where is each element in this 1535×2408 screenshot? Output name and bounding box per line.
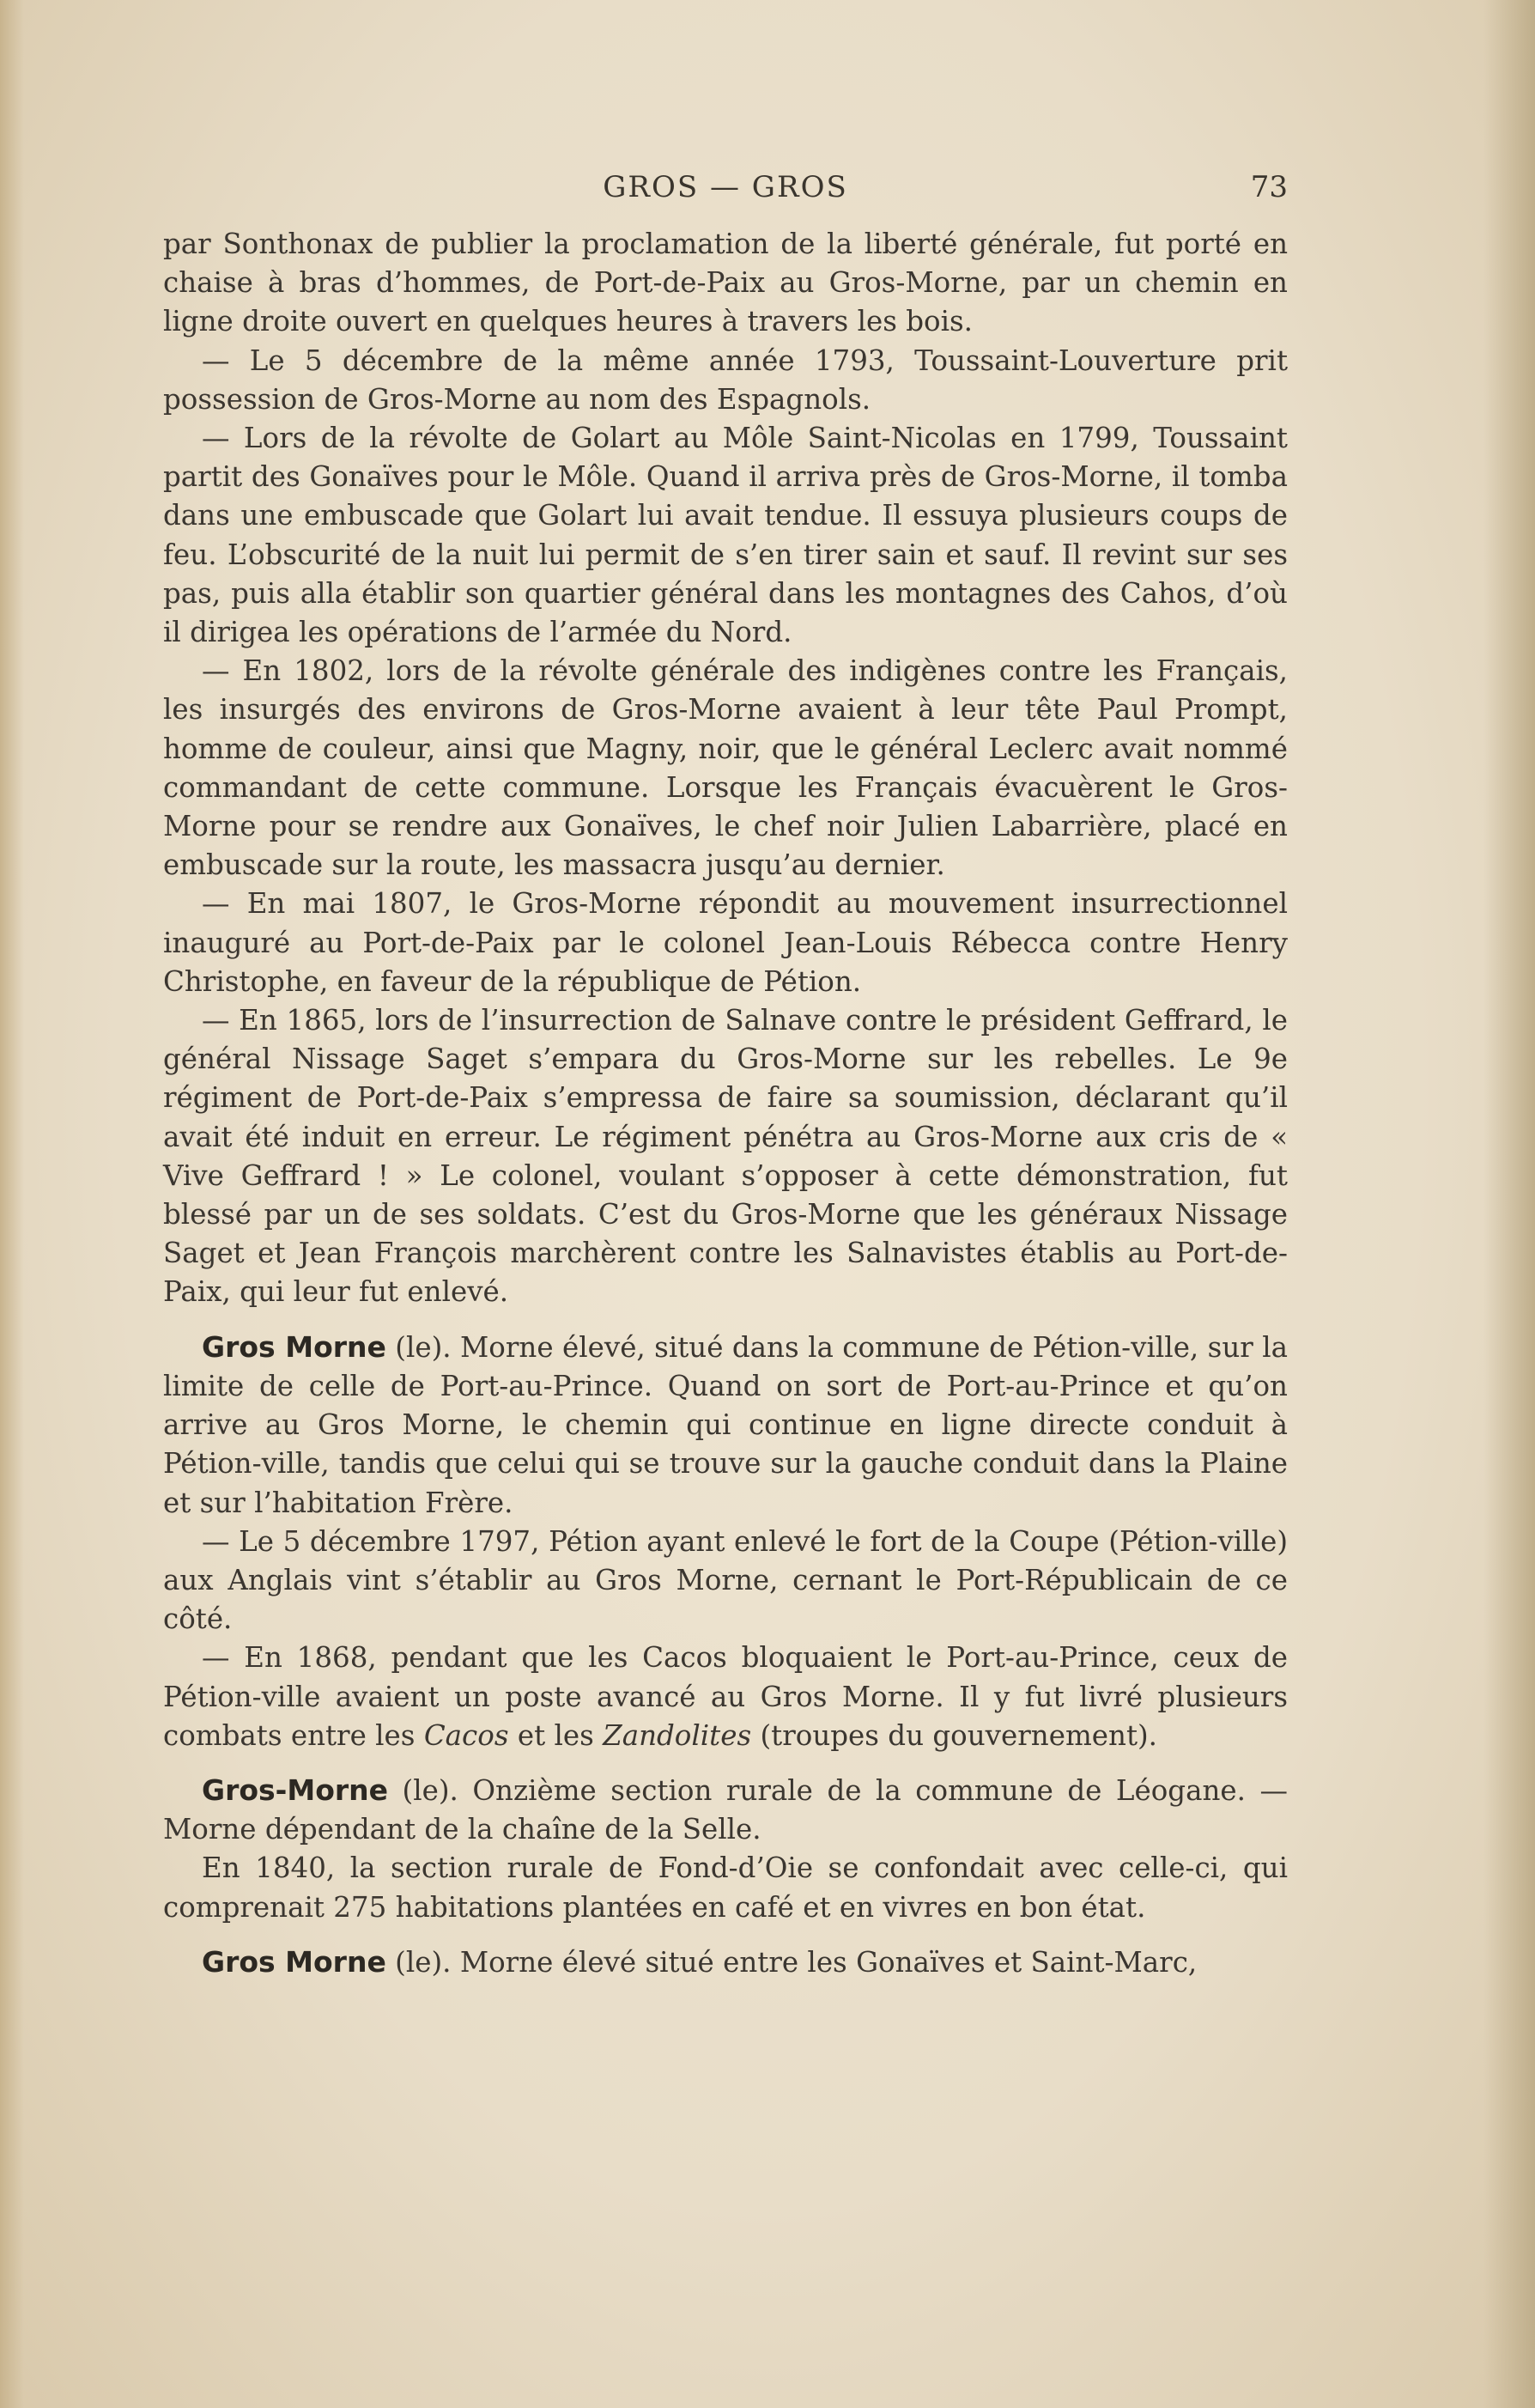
text-run: (troupes du gouvernement). [751,1718,1158,1752]
entry-headword: Gros-Morne [202,1773,389,1807]
italic-term: Zandolites [603,1718,752,1752]
page-number: 73 [1250,170,1288,204]
paragraph: — En mai 1807, le Gros-Morne répondit au mouvement insurrectionnel inauguré au Port-de-Paix par le colonel Jean-Louis Rébecca contre Henry Christophe, en faveur de la république de Pétion. [163,887,1288,998]
text-run: — En 1868, pendant que les Cacos bloquaient le Port-au-Prince, ceux de Pétion-ville avaient un poste avancé au Gros Morne. Il y fut livré plusieurs combats entre les [163,1641,1288,1752]
body-text [163,225,1288,1982]
entry-gros-morne-petion-ville [163,1328,1288,1523]
entry-article: (le). [385,1945,460,1979]
running-title: GROS — GROS [603,170,848,204]
paragraph [163,1639,1288,1755]
entry-text: Onzième section rurale de la commune de Léogane. — Morne dépendant de la chaîne de la Selle. [163,1773,1288,1846]
paragraph: — Le 5 décembre 1797, Pétion ayant enlevé le fort de la Coupe (Pétion-ville) aux Anglais vint s’établir au Gros Morne, cernant le Port-Républicain de ce côté. [163,1524,1288,1636]
entry-headword: Gros Morne [202,1944,386,1979]
page-header [163,170,1288,213]
entry-article: (le). [388,1773,473,1807]
entry-gros-morne-gonaives [163,1943,1288,1982]
paragraph: — En 1865, lors de l’insurrection de Salnave contre le président Geffrard, le général Nissage Saget s’empara du Gros-Morne sur les rebelles. Le 9e régiment de Port-de-Paix s’empressa de faire sa soumission, déclarant qu’il avait été induit en erreur. Le régiment pénétra au Gros-Morne aux cris de « Vive Geffrard ! » Le colonel, voulant s’opposer à cette démonstration, fut blessé par un de ses soldats. C’est du Gros-Morne que les généraux Nissage Saget et Jean François marchèrent contre les Salnavistes établis au Port-de-Paix, qui leur fut enlevé. [163,1004,1288,1309]
entry-article: (le). [385,1330,461,1364]
page-edge-right [1483,0,1535,2408]
paragraph: — Le 5 décembre de la même année 1793, Toussaint-Louverture prit possession de Gros-Morne au nom des Espagnols. [163,344,1288,416]
text-run: et les [508,1718,604,1752]
entry-gros-morne-leogane [163,1771,1288,1849]
paragraph: — Lors de la révolte de Golart au Môle Saint-Nicolas en 1799, Toussaint partit des Gonaïves pour le Môle. Quand il arriva près de Gros-Morne, il tomba dans une embuscade que Golart lui avait tendue. Il essuya plusieurs coups de feu. L’obscurité de la nuit lui permit de s’en tirer sain et sauf. Il revint sur ses pas, puis alla établir son quartier général dans les montagnes des Cahos, d’où il dirigea les opérations de l’armée du Nord. [163,422,1288,649]
paragraph: par Sonthonax de publier la proclamation de la liberté générale, fut porté en chaise à bras d’hommes, de Port-de-Paix au Gros-Morne, par un chemin en ligne droite ouvert en quelques heures à travers les bois. [163,228,1288,338]
paragraph: En 1840, la section rurale de Fond-d’Oie se confondait avec celle-ci, qui comprenait 275 habitations plantées en café et en vivres en bon état. [163,1852,1288,1924]
paragraph: — En 1802, lors de la révolte générale des indigènes contre les Français, les insurgés des environs de Gros-Morne avaient à leur tête Paul Prompt, homme de couleur, ainsi que Magny, noir, que le général Leclerc avait nommé commandant de cette commune. Lorsque les Français évacuèrent le Gros-Morne pour se rendre aux Gonaïves, le chef noir Julien Labarrière, placé en embuscade sur la route, les massacra jusqu’au dernier. [163,654,1288,882]
entry-headword: Gros Morne [202,1329,386,1364]
entry-text: Morne élevé, situé dans la commune de Pétion-ville, sur la limite de celle de Port-au-Prince. Quand on sort de Port-au-Prince et qu’on arrive au Gros Morne, le chemin qui continue en ligne directe conduit à Pétion-ville, tandis que celui qui se trouve sur la gauche conduit dans la Plaine et sur l’habitation Frère. [163,1330,1288,1519]
italic-term: Cacos [423,1718,509,1752]
page-edge-left [0,0,24,2408]
entry-text: Morne élevé situé entre les Gonaïves et Saint-Marc, [459,1945,1198,1979]
